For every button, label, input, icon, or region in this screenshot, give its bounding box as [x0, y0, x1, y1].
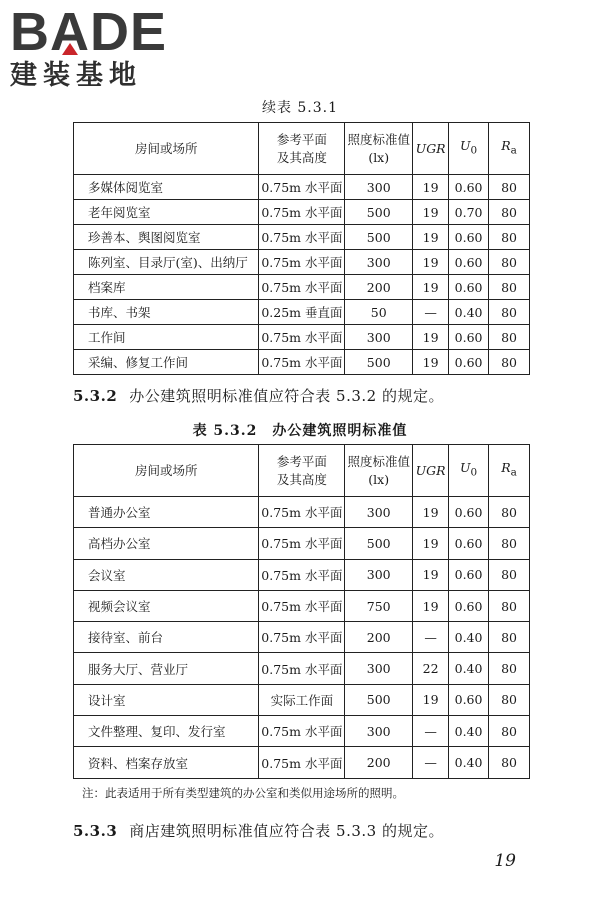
table-row: [74, 684, 530, 715]
cell-ra: 80: [489, 497, 530, 528]
cell-plane: 0.25m 垂直面: [259, 300, 345, 325]
cell-ugr: 19: [413, 559, 449, 590]
cell-lux: 200: [345, 747, 413, 778]
logo-letter-b: B: [10, 2, 50, 62]
cell-u0: 0.60: [449, 325, 489, 350]
table1: [73, 122, 530, 375]
cell-room: 会议室: [74, 559, 259, 590]
cell-u0: 0.60: [449, 497, 489, 528]
cell-room: 采编、修复工作间: [74, 350, 259, 375]
table-row: [74, 200, 530, 225]
table-row: [74, 747, 530, 778]
header-ra: $R_a$: [489, 123, 530, 175]
cell-ugr: 19: [413, 250, 449, 275]
cell-ra: 80: [489, 622, 530, 653]
section-5-3-3: [73, 820, 444, 841]
cell-ra: 80: [489, 200, 530, 225]
section-number: 5.3.3: [73, 822, 118, 840]
cell-ra: 80: [489, 684, 530, 715]
cell-room: 多媒体阅览室: [74, 175, 259, 200]
cell-ugr: 19: [413, 325, 449, 350]
table-row: [74, 497, 530, 528]
cell-ugr: 19: [413, 497, 449, 528]
cell-ra: 80: [489, 350, 530, 375]
table2: [73, 444, 530, 779]
header-room: 房间或场所: [74, 123, 259, 175]
cell-plane: 0.75m 水平面: [259, 590, 345, 621]
cell-room: 服务大厅、营业厅: [74, 653, 259, 684]
section-5-3-2: [73, 385, 444, 406]
cell-lux: 500: [345, 200, 413, 225]
cell-ra: 80: [489, 300, 530, 325]
cell-plane: 0.75m 水平面: [259, 175, 345, 200]
cell-u0: 0.40: [449, 622, 489, 653]
cell-plane: 实际工作面: [259, 684, 345, 715]
cell-lux: 200: [345, 275, 413, 300]
cell-ugr: —: [413, 622, 449, 653]
cell-room: 普通办公室: [74, 497, 259, 528]
table-row: [74, 653, 530, 684]
table-row: [74, 250, 530, 275]
table-row: [74, 716, 530, 747]
cell-lux: 300: [345, 175, 413, 200]
cell-lux: 500: [345, 528, 413, 559]
cell-plane: 0.75m 水平面: [259, 325, 345, 350]
cell-plane: 0.75m 水平面: [259, 497, 345, 528]
cell-u0: 0.60: [449, 225, 489, 250]
cell-room: 档案库: [74, 275, 259, 300]
cell-ra: 80: [489, 747, 530, 778]
header-ra: $R_a$: [489, 445, 530, 497]
cell-u0: 0.60: [449, 684, 489, 715]
bade-logo: [10, 4, 180, 92]
cell-ra: 80: [489, 590, 530, 621]
cell-u0: 0.60: [449, 590, 489, 621]
logo-triangle-icon: [62, 43, 78, 55]
cell-room: 接待室、前台: [74, 622, 259, 653]
cell-ugr: —: [413, 747, 449, 778]
table-row: [74, 350, 530, 375]
cell-u0: 0.60: [449, 275, 489, 300]
cell-room: 资料、档案存放室: [74, 747, 259, 778]
cell-lux: 300: [345, 559, 413, 590]
table-row: [74, 300, 530, 325]
table-row: [74, 325, 530, 350]
logo-wordmark: [10, 4, 180, 60]
cell-lux: 300: [345, 497, 413, 528]
table-row: [74, 225, 530, 250]
section-text: 办公建筑照明标准值应符合表 5.3.2 的规定。: [129, 387, 444, 405]
table1-header-row: [74, 123, 530, 175]
header-room: 房间或场所: [74, 445, 259, 497]
cell-ugr: 19: [413, 175, 449, 200]
cell-plane: 0.75m 水平面: [259, 653, 345, 684]
cell-u0: 0.60: [449, 250, 489, 275]
cell-u0: 0.70: [449, 200, 489, 225]
table-row: [74, 590, 530, 621]
header-lux: 照度标准值 (lx): [345, 445, 413, 497]
cell-ugr: 19: [413, 590, 449, 621]
cell-ugr: 19: [413, 200, 449, 225]
cell-u0: 0.40: [449, 653, 489, 684]
cell-ugr: 22: [413, 653, 449, 684]
cell-ugr: —: [413, 300, 449, 325]
cell-ugr: 19: [413, 350, 449, 375]
table-row: [74, 528, 530, 559]
cell-plane: 0.75m 水平面: [259, 350, 345, 375]
cell-room: 书库、书架: [74, 300, 259, 325]
table-row: [74, 275, 530, 300]
table1-caption: 续表 5.3.1: [261, 100, 339, 116]
cell-lux: 300: [345, 250, 413, 275]
cell-u0: 0.60: [449, 559, 489, 590]
table2-header-row: [74, 445, 530, 497]
cell-ra: 80: [489, 559, 530, 590]
cell-lux: 750: [345, 590, 413, 621]
cell-u0: 0.40: [449, 300, 489, 325]
logo-letters-de: DE: [90, 2, 168, 62]
section-number: 5.3.2: [73, 387, 118, 405]
cell-plane: 0.75m 水平面: [259, 528, 345, 559]
cell-ra: 80: [489, 325, 530, 350]
header-ugr: UGR: [413, 123, 449, 175]
table2-caption: 表 5.3.2 办公建筑照明标准值: [192, 423, 408, 439]
cell-plane: 0.75m 水平面: [259, 559, 345, 590]
cell-plane: 0.75m 水平面: [259, 200, 345, 225]
header-plane: 参考平面 及其高度: [259, 123, 345, 175]
cell-plane: 0.75m 水平面: [259, 622, 345, 653]
cell-lux: 500: [345, 684, 413, 715]
cell-plane: 0.75m 水平面: [259, 747, 345, 778]
cell-u0: 0.40: [449, 747, 489, 778]
cell-ra: 80: [489, 716, 530, 747]
cell-plane: 0.75m 水平面: [259, 250, 345, 275]
cell-ugr: 19: [413, 684, 449, 715]
cell-lux: 300: [345, 325, 413, 350]
cell-room: 工作间: [74, 325, 259, 350]
cell-room: 视频会议室: [74, 590, 259, 621]
table-row: [74, 622, 530, 653]
cell-lux: 500: [345, 225, 413, 250]
cell-room: 高档办公室: [74, 528, 259, 559]
cell-ugr: 19: [413, 528, 449, 559]
table-note: 注：此表适用于所有类型建筑的办公室和类似用途场所的照明。: [82, 786, 404, 800]
table-row: [74, 559, 530, 590]
cell-ugr: 19: [413, 275, 449, 300]
header-u0: $U_0$: [449, 445, 489, 497]
cell-ra: 80: [489, 653, 530, 684]
cell-room: 设计室: [74, 684, 259, 715]
cell-room: 珍善本、舆图阅览室: [74, 225, 259, 250]
header-lux: 照度标准值 (lx): [345, 123, 413, 175]
cell-lux: 300: [345, 716, 413, 747]
cell-ra: 80: [489, 225, 530, 250]
logo-letter-a: [50, 4, 90, 60]
cell-ra: 80: [489, 275, 530, 300]
header-plane: 参考平面 及其高度: [259, 445, 345, 497]
cell-lux: 300: [345, 653, 413, 684]
cell-u0: 0.60: [449, 175, 489, 200]
logo-letter-a-text: A: [50, 2, 90, 62]
cell-lux: 500: [345, 350, 413, 375]
cell-u0: 0.60: [449, 350, 489, 375]
cell-u0: 0.40: [449, 716, 489, 747]
cell-ugr: 19: [413, 225, 449, 250]
cell-ugr: —: [413, 716, 449, 747]
cell-lux: 200: [345, 622, 413, 653]
header-ugr: UGR: [413, 445, 449, 497]
header-u0: $U_0$: [449, 123, 489, 175]
cell-ra: 80: [489, 528, 530, 559]
cell-plane: 0.75m 水平面: [259, 716, 345, 747]
cell-plane: 0.75m 水平面: [259, 275, 345, 300]
cell-room: 老年阅览室: [74, 200, 259, 225]
cell-ra: 80: [489, 250, 530, 275]
cell-room: 陈列室、目录厅(室)、出纳厅: [74, 250, 259, 275]
table-row: [74, 175, 530, 200]
cell-u0: 0.60: [449, 528, 489, 559]
cell-room: 文件整理、复印、发行室: [74, 716, 259, 747]
logo-chinese: 建装基地: [10, 60, 142, 91]
page-number: 19: [494, 851, 516, 871]
cell-plane: 0.75m 水平面: [259, 225, 345, 250]
cell-ra: 80: [489, 175, 530, 200]
cell-lux: 50: [345, 300, 413, 325]
section-text: 商店建筑照明标准值应符合表 5.3.3 的规定。: [129, 822, 444, 840]
